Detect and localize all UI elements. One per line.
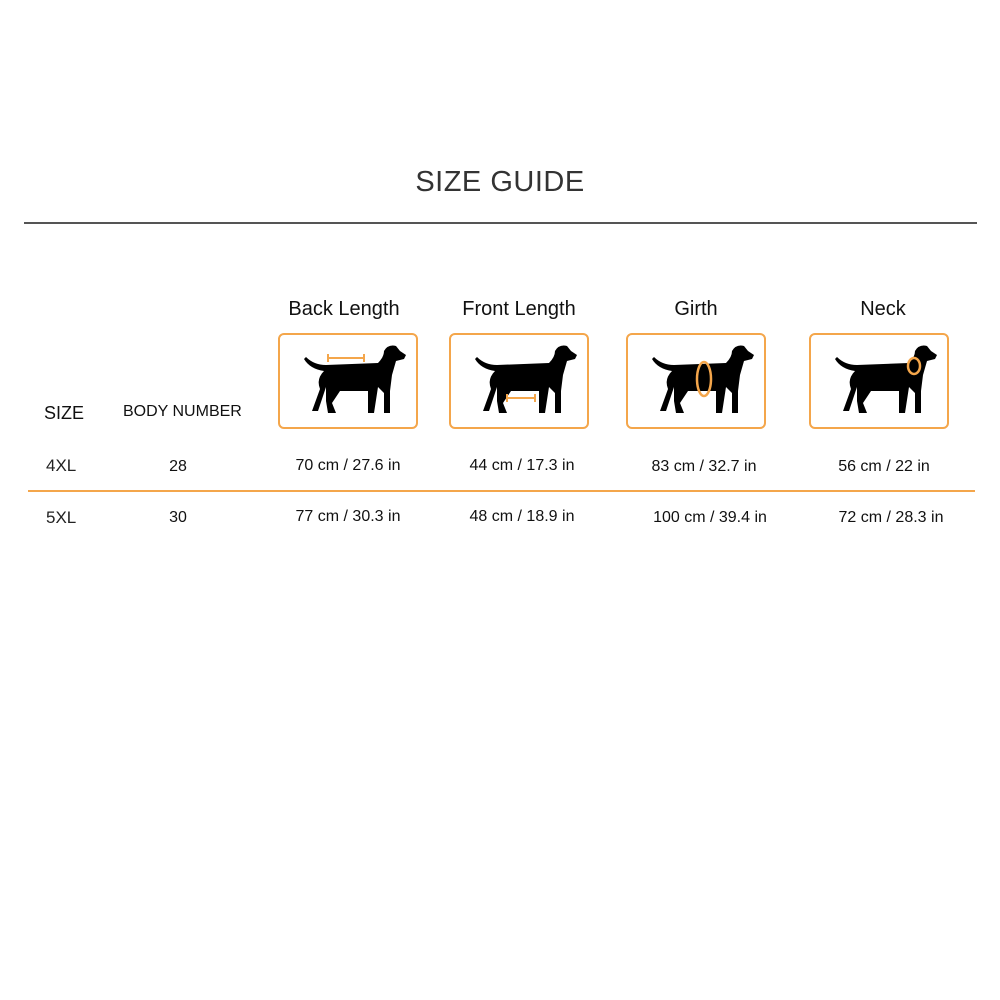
- neck-cell: 72 cm / 28.3 in: [838, 509, 944, 526]
- back-length-cell: 77 cm / 30.3 in: [295, 508, 401, 525]
- front-length-illustration: [449, 333, 589, 429]
- dog-girth-icon: [628, 335, 764, 427]
- body-number-cell: 28: [169, 458, 187, 475]
- column-header-neck: Neck: [860, 298, 906, 320]
- dog-back-length-icon: [280, 335, 416, 427]
- body-number-column-header: BODY NUMBER: [123, 403, 242, 420]
- girth-illustration: [626, 333, 766, 429]
- back-length-cell: 70 cm / 27.6 in: [295, 457, 401, 474]
- girth-cell: 83 cm / 32.7 in: [651, 458, 757, 475]
- body-number-cell: 30: [169, 509, 187, 526]
- column-header-girth: Girth: [674, 298, 718, 320]
- neck-illustration: [809, 333, 949, 429]
- girth-cell: 100 cm / 39.4 in: [653, 509, 767, 526]
- front-length-cell: 44 cm / 17.3 in: [469, 457, 575, 474]
- size-cell: 5XL: [46, 508, 77, 527]
- back-length-illustration: [278, 333, 418, 429]
- neck-cell: 56 cm / 22 in: [838, 458, 930, 475]
- front-length-cell: 48 cm / 18.9 in: [469, 508, 575, 525]
- dog-front-length-icon: [451, 335, 587, 427]
- column-header-front-length: Front Length: [462, 298, 576, 320]
- title-divider: [24, 222, 977, 224]
- size-column-header: SIZE: [44, 403, 85, 423]
- size-cell: 4XL: [46, 456, 77, 475]
- column-header-back-length: Back Length: [288, 298, 400, 320]
- dog-neck-icon: [811, 335, 947, 427]
- page-title: SIZE GUIDE: [415, 166, 585, 198]
- row-divider: [28, 490, 975, 492]
